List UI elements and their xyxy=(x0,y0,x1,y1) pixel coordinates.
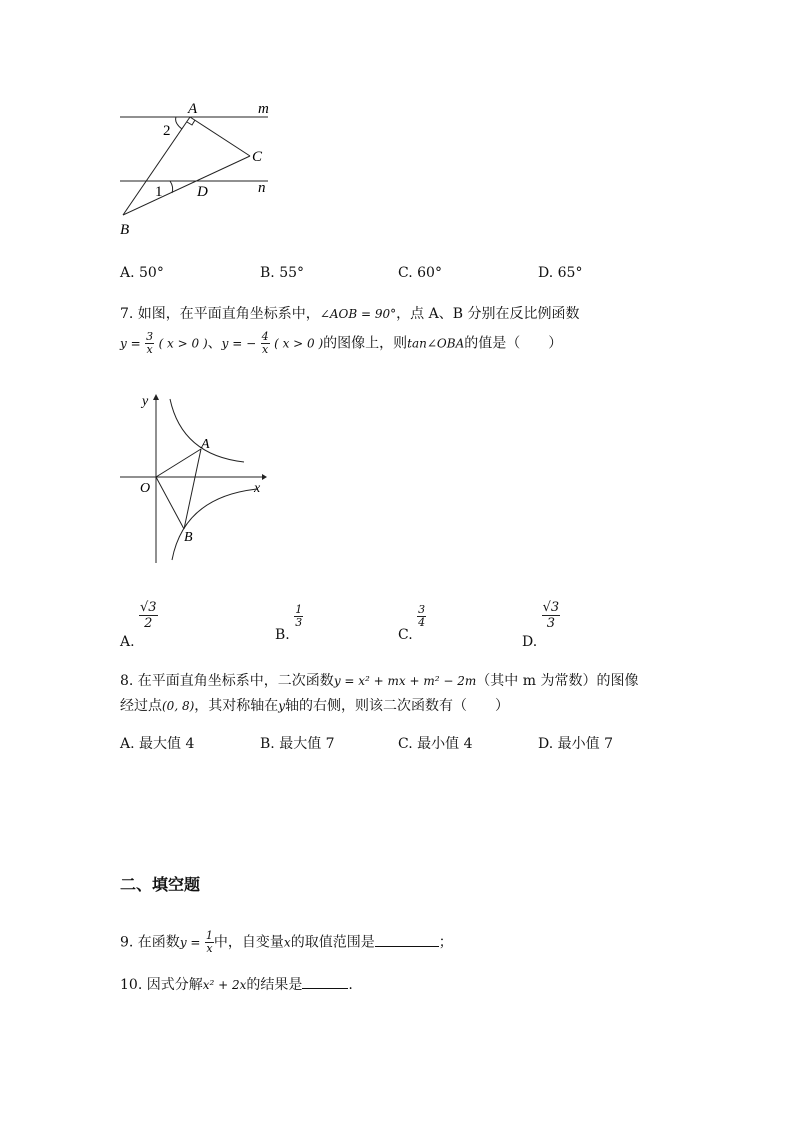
label-y: y xyxy=(142,394,149,409)
label-n: n xyxy=(258,180,266,196)
segment-OB xyxy=(156,477,184,529)
q7-option-a[interactable]: A. $\frac{√3}{2}$ xyxy=(120,600,157,650)
q8-line2: 经过点(0, 8)，其对称轴在y轴的右侧，则该二次函数有（ ） xyxy=(120,698,510,714)
figure-parallel-lines-triangle xyxy=(110,95,290,245)
q9-line: 9. 在函数y = $\frac{1}{x}$ 中，自变量x的取值范围是 ； xyxy=(120,929,453,955)
label-A: A xyxy=(188,101,198,117)
section-heading-fill-in: 二、填空题 xyxy=(120,875,201,894)
label-D: D xyxy=(197,184,208,200)
q7-option-b[interactable]: B. $\frac{1}{3}$ xyxy=(275,603,303,643)
q7-option-c[interactable]: C. $\frac{3}{4}$ xyxy=(398,603,426,643)
label-C: C xyxy=(252,149,263,165)
q9-answer-blank[interactable] xyxy=(375,934,439,947)
q8-line1: 8. 在平面直角坐标系中，二次函数y = x² + mx + m² − 2m（其中 m 为常数）的图像 xyxy=(120,673,639,689)
q7-options xyxy=(120,600,680,650)
label-O: O xyxy=(140,481,151,496)
label-2: 2 xyxy=(163,123,171,139)
segment-OA xyxy=(156,449,201,477)
q10-line: 10. 因式分解x² + 2x的结果是 . xyxy=(120,977,353,993)
label-A: A xyxy=(201,437,210,452)
x-axis-arrow xyxy=(262,474,267,480)
y-axis-arrow xyxy=(153,394,159,400)
label-B: B xyxy=(184,530,193,545)
label-1: 1 xyxy=(155,184,163,200)
figure-coordinate-hyperbolas xyxy=(112,385,272,570)
q7-line1: 7. 如图，在平面直角坐标系中，∠AOB = 90°，点 A、B 分别在反比例函数 xyxy=(120,306,580,322)
segment-BA xyxy=(123,117,190,215)
curve-y-3-over-x xyxy=(170,399,244,462)
q6-option-d[interactable]: D. 65° xyxy=(538,265,583,281)
q8-option-c[interactable]: C. 最小值 4 xyxy=(398,736,473,752)
segment-AC xyxy=(190,117,250,156)
q8-option-d[interactable]: D. 最小值 7 xyxy=(538,736,613,752)
q6-option-b[interactable]: B. 55° xyxy=(260,265,305,281)
label-x: x xyxy=(254,481,261,496)
q10-answer-blank[interactable] xyxy=(302,976,348,989)
segment-CB xyxy=(123,156,250,215)
q7-line2: y = $\frac{3}{x}$ ( x > 0 )、y = − $\frac{4}{x}$ ( x > 0 )的图像上，则tan∠OBA的值是（ ） xyxy=(120,330,563,356)
q6-option-a[interactable]: A. 50° xyxy=(120,265,164,281)
q6-option-c[interactable]: C. 60° xyxy=(398,265,442,281)
right-angle-mark xyxy=(187,120,195,125)
label-m: m xyxy=(258,101,269,117)
angle-1-arc xyxy=(170,181,173,193)
q8-option-a[interactable]: A. 最大值 4 xyxy=(120,736,195,752)
angle-2-arc xyxy=(176,117,182,129)
q8-option-b[interactable]: B. 最大值 7 xyxy=(260,736,335,752)
q7-option-d[interactable]: D. $\frac{√3}{3}$ xyxy=(522,600,560,650)
label-B: B xyxy=(120,222,130,238)
